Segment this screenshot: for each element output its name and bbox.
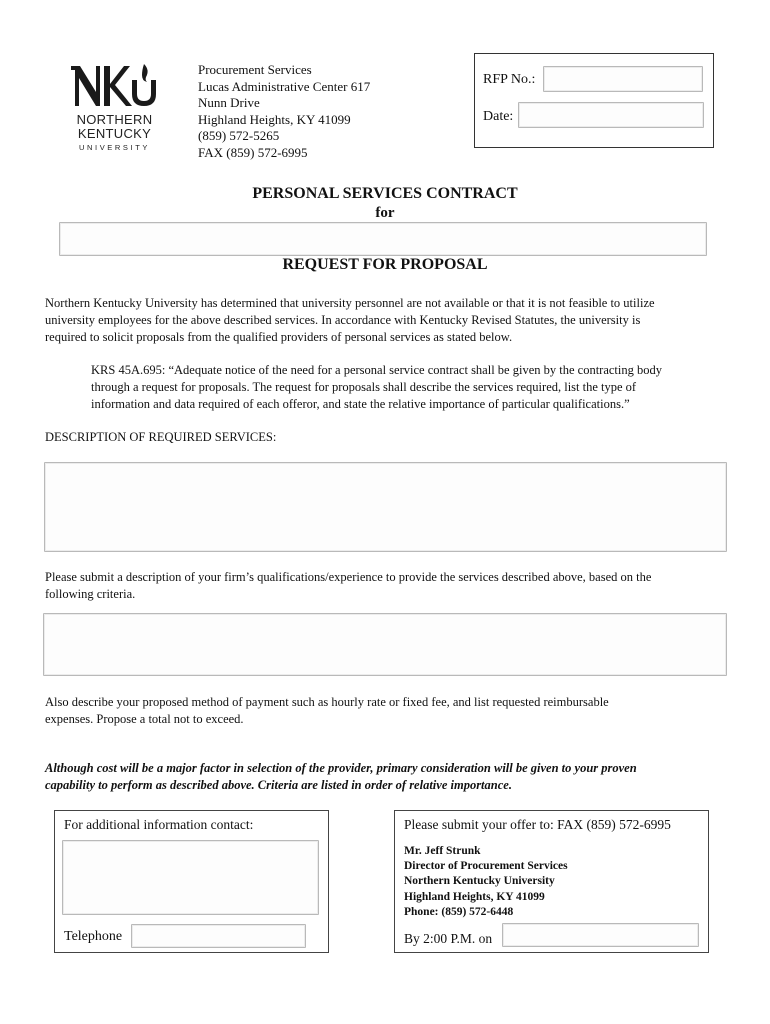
qualifications-paragraph: [45, 569, 651, 603]
page-title: PERSONAL SERVICES CONTRACT: [252, 185, 518, 202]
logo-name-line1: NORTHERN: [76, 112, 153, 127]
contract-for-field[interactable]: [59, 222, 707, 256]
logo-name-line2: KENTUCKY: [77, 126, 152, 141]
date-label: Date:: [483, 109, 514, 124]
intro-line: university employees for the above described services. In accordance with Kentucky Revised Statutes, the university is: [45, 313, 641, 327]
address-line: Highland Heights, KY 41099: [198, 111, 351, 127]
address-line: Lucas Administrative Center 617: [198, 78, 371, 94]
submit-address-line: Highland Heights, KY 41099: [404, 890, 545, 903]
submit-address-line: Northern Kentucky University: [404, 875, 555, 888]
payment-line: expenses. Propose a total not to exceed.: [45, 712, 244, 726]
deadline-field[interactable]: [502, 923, 699, 947]
address-line: Nunn Drive: [198, 95, 260, 111]
submit-address-line: Phone: (859) 572-6448: [404, 905, 514, 918]
rfp-no-label: RFP No.:: [483, 72, 536, 87]
qualifications-field[interactable]: [43, 613, 727, 676]
telephone-field[interactable]: [131, 924, 306, 948]
intro-paragraph: [45, 295, 655, 346]
submit-address-line: Director of Procurement Services: [404, 860, 568, 873]
description-field[interactable]: [44, 462, 727, 552]
description-label: DESCRIPTION OF REQUIRED SERVICES:: [45, 430, 277, 444]
logo-name-line3: UNIVERSITY: [78, 143, 150, 152]
procurement-address: [198, 62, 370, 162]
krs-quote: [91, 362, 662, 413]
request-title: REQUEST FOR PROPOSAL: [282, 256, 488, 273]
qualifications-line: following criteria.: [45, 587, 136, 601]
cost-note: [45, 760, 637, 794]
title-for: for: [375, 205, 395, 221]
submit-address-line: Mr. Jeff Strunk: [404, 845, 481, 857]
address-line: FAX (859) 572-6995: [198, 144, 308, 160]
deadline-label: By 2:00 P.M. on: [404, 931, 493, 946]
intro-line: Northern Kentucky University has determined that university personnel are not available or that it is not feasible to utilize: [45, 296, 655, 310]
date-field[interactable]: [518, 102, 704, 128]
qualifications-line: Please submit a description of your firm’s qualifications/experience to provide the services described above, based on the: [45, 570, 652, 584]
krs-line: information and data required of each offeror, and state the relative importance of particular qualifications.”: [91, 397, 630, 411]
contact-heading: For additional information contact:: [64, 817, 254, 832]
cost-note-line: Although cost will be a major factor in selection of the provider, primary consideration will be given to your proven: [45, 761, 637, 775]
krs-line: KRS 45A.695: “Adequate notice of the need for a personal service contract shall be given by the contracting body: [91, 363, 662, 377]
payment-paragraph: [45, 694, 609, 728]
payment-line: Also describe your proposed method of payment such as hourly rate or fixed fee, and list requested reimbursable: [45, 695, 609, 709]
telephone-label: Telephone: [64, 929, 123, 944]
address-line: (859) 572-5265: [198, 128, 280, 144]
krs-line: through a request for proposals. The request for proposals shall describe the services required, list the type of: [91, 380, 637, 394]
contact-name-field[interactable]: [62, 840, 319, 915]
submit-address: [404, 844, 568, 920]
cost-note-line: capability to perform as described above. Criteria are listed in order of relative importance.: [45, 778, 512, 792]
rfp-no-field[interactable]: [543, 66, 703, 92]
submit-offer-heading: Please submit your offer to: FAX (859) 572-6995: [404, 817, 671, 832]
nku-logo: [70, 62, 160, 112]
address-line: Procurement Services: [198, 62, 312, 77]
intro-line: required to solicit proposals from the qualified providers of personal services as stated below.: [45, 330, 513, 344]
